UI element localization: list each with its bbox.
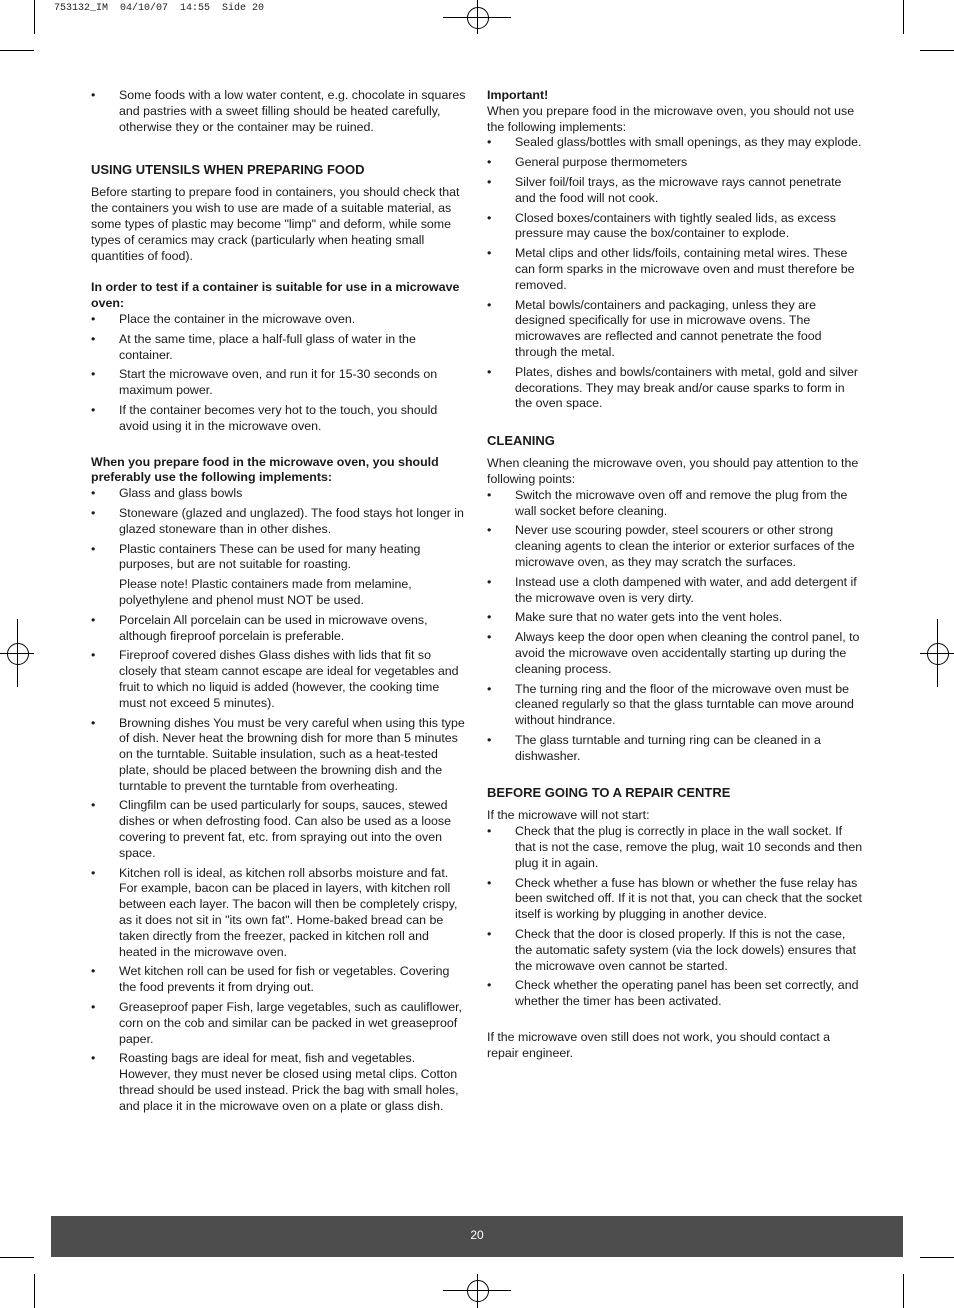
footer-bar [51,1216,903,1257]
preferred-implements-list-continued [91,613,469,1115]
crop-mark [920,50,954,51]
list-item: • Kitchen roll is ideal, as kitchen roll absorbs moisture and fat. For example, bacon can be placed in layers, with kitchen roll between each layer. The bacon will then be completely crispy, as it does not sit in "its own fat". Home-baked bread can be taken directly from the freezer, packed in kitchen roll and heated in the microwave oven. [91,866,469,961]
intro-list [91,88,469,135]
list-item: • Roasting bags are ideal for meat, fish and vegetables. However, they must never be closed using metal clips. Cotton thread should be used instead. Prick the bag with small holes, and place it in the microwave oven on a plate or glass dish. [91,1051,469,1114]
list-item: • Metal bowls/containers and packaging, unless they are designed specifically for use in microwave ovens. The microwaves are reflected and cannot penetrate the food through the metal. [487,298,865,361]
preferred-implements-title: When you prepare food in the microwave oven, you should preferably use the following implements: [91,454,439,485]
list-item: • Porcelain All porcelain can be used in microwave ovens, although fireproof porcelain is preferable. [91,613,469,645]
list-item: • Metal clips and other lids/foils, containing metal wires. These can form sparks in the microwave oven and must therefore be removed. [487,246,865,293]
list-item: • Place the container in the microwave oven. [91,312,469,328]
list-item: • At the same time, place a half-full glass of water in the container. [91,332,469,364]
list-item: • Switch the microwave oven off and remove the plug from the wall socket before cleaning. [487,488,865,520]
list-item: • The glass turntable and turning ring can be cleaned in a dishwasher. [487,733,865,765]
crop-mark [34,0,35,34]
list-item: • Browning dishes You must be very careful when using this type of dish. Never heat the browning dish for more than 5 minutes on the turntable. Suitable insulation, such as a heat-tested plate, should be placed between the browning dish and the turntable to prevent the turntable from overheating. [91,716,469,795]
preferred-implements-list [91,486,469,573]
left-column [91,88,469,1119]
list-item: • Instead use a cloth dampened with water, and add detergent if the microwave oven is very dirty. [487,575,865,607]
list-item: • Check whether the operating panel has been set correctly, and whether the timer has been activated. [487,978,865,1010]
repair-heading: BEFORE GOING TO A REPAIR CENTRE [487,785,731,801]
list-item: • Greaseproof paper Fish, large vegetables, such as cauliflower, corn on the cob and similar can be packed in wet greaseproof paper. [91,1000,469,1047]
cleaning-paragraph: When cleaning the microwave oven, you should pay attention to the following points: [487,456,859,486]
important-title: Important! [487,88,549,102]
crop-mark [0,1257,34,1258]
list-item: • Check whether a fuse has blown or whether the fuse relay has been switched off. If it is not that, you can check that the socket itself is working by plugging in another device. [487,876,865,923]
list-item: • Make sure that no water gets into the vent holes. [487,610,865,626]
list-item: • Always keep the door open when cleaning the control panel, to avoid the microwave oven accidentally starting up during the cleaning process. [487,630,865,677]
list-item: • Check that the door is closed properly. If this is not the case, the automatic safety system (via the lock dowels) ensures that the microwave oven cannot be started. [487,927,865,974]
utensils-paragraph: Before starting to prepare food in containers, you should check that the containers you wish to use are made of a suitable material, as some types of plastic may become "limp" and deform, while some types of ceramics may crack (particularly when heating small quantities of food). [91,185,460,263]
container-test-list [91,312,469,435]
list-item: • The turning ring and the floor of the microwave oven must be cleaned regularly so that the glass turntable can move around without hindrance. [487,682,865,729]
page-number: 20 [470,1228,484,1242]
utensils-heading: USING UTENSILS WHEN PREPARING FOOD [91,162,365,178]
list-item: • General purpose thermometers [487,155,865,171]
list-item: • Closed boxes/containers with tightly sealed lids, as excess pressure may cause the box/container to explode. [487,211,865,243]
list-item: • Some foods with a low water content, e.g. chocolate in squares and pastries with a sweet filling should be heated carefully, otherwise they or the container may be ruined. [91,88,469,135]
list-item: • Stoneware (glazed and unglazed). The food stays hot longer in glazed stoneware than in other dishes. [91,506,469,538]
list-item: • Fireproof covered dishes Glass dishes with lids that fit so closely that steam cannot escape are ideal for vegetables and fruit to which no liquid is added (however, the cooking time must not exceed 5 minutes). [91,648,469,711]
repair-paragraph: If the microwave will not start: [487,808,650,823]
crop-mark [0,50,34,51]
right-column [487,88,865,1062]
crop-mark [903,0,904,34]
list-item: • Plastic containers These can be used for many heating purposes, but are not suitable for roasting. [91,542,469,574]
list-item: • Never use scouring powder, steel scourers or other strong cleaning agents to clean the interior or exterior surfaces of the microwave oven, as they may scratch the surfaces. [487,523,865,570]
cleaning-list [487,488,865,765]
avoid-implements-list [487,135,865,412]
cleaning-heading: CLEANING [487,433,555,449]
list-item: • Plates, dishes and bowls/containers with metal, gold and silver decorations. They may break and/or cause sparks to form in the oven space. [487,365,865,412]
plastic-note: Please note! Plastic containers made from melamine, polyethylene and phenol must NOT be used. [119,577,412,607]
list-item: • If the container becomes very hot to the touch, you should avoid using it in the microwave oven. [91,403,469,435]
repair-closing: If the microwave oven still does not work, you should contact a repair engineer. [487,1030,830,1060]
list-item: • Clingfilm can be used particularly for soups, sauces, stewed dishes or when defrosting food. Can also be used as a loose covering to prevent fat, etc. from spraying out into the oven space. [91,798,469,861]
crop-mark [920,1257,954,1258]
list-item: • Glass and glass bowls [91,486,469,502]
list-item: • Start the microwave oven, and run it for 15-30 seconds on maximum power. [91,367,469,399]
repair-list [487,824,865,1010]
important-paragraph: When you prepare food in the microwave oven, you should not use the following implements: [487,103,855,134]
crop-mark [34,1274,35,1308]
list-item: • Wet kitchen roll can be used for fish or vegetables. Covering the food prevents it from drying out. [91,964,469,996]
printer-slug: 753132_IM 04/10/07 14:55 Side 20 [54,3,265,14]
container-test-title: In order to test if a container is suitable for use in a microwave oven: [91,280,460,311]
crop-mark [903,1274,904,1308]
list-item: • Check that the plug is correctly in place in the wall socket. If that is not the case, remove the plug, wait 10 seconds and then plug it in again. [487,824,865,871]
list-item: • Sealed glass/bottles with small openings, as they may explode. [487,135,865,151]
list-item: • Silver foil/foil trays, as the microwave rays cannot penetrate and the food will not cook. [487,175,865,207]
